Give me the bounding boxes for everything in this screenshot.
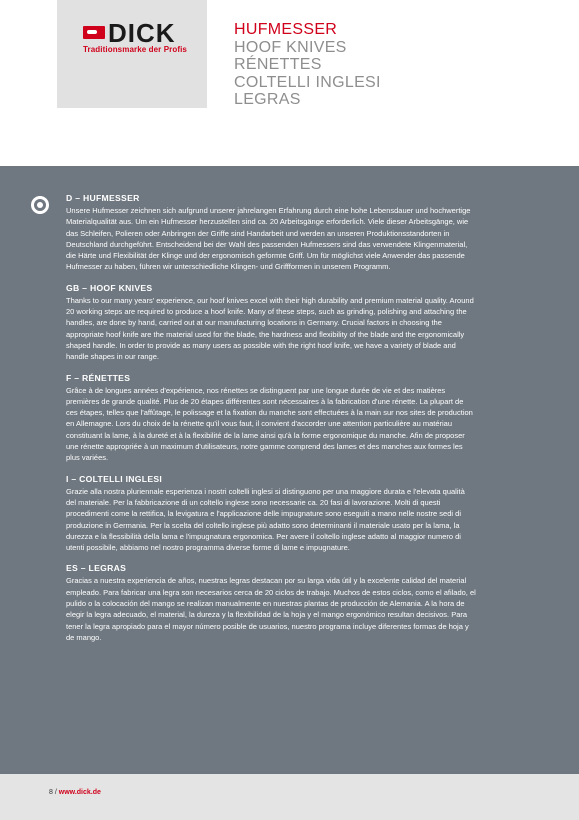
section-de: [66, 193, 476, 273]
page-titles: [234, 21, 381, 109]
section-body: Gracias a nuestra experiencia de años, nuestras legras destacan por su larga vida útil y la excelente calidad del material empleado. Para fabricar una legra son necesarios cerca de 20 ciclos de trabajo. Muchos de estos ciclos, como el afilado, el pulido o la colocación del mango se realizan manualmente en nuestras plantas de producción de Alemania. A la hora de elegir la legra adecuado, el material, la dureza y la flexibilidad de la hoja y el mango ergonómico resultan decisivos. Para tener la legra apropiado para el mayor número posible de usuarios, nuestro programa incluye diferentes formas de hoja y de mango.: [66, 576, 476, 642]
section-body: Grazie alla nostra pluriennale esperienza i nostri coltelli inglesi si distinguono per una maggiore durata e l'elevata qualità del materiale. Per la fabbricazione di un coltello inglese sono necessarie ca. 20 fasi di lavorazione. Molti di questi procedimenti come la rettifica, la levigatura e l'applicazione delle impugnature sono eseguiti a mano nelle nostre sedi di produzione in Germania. Per la scelta del coltello inglese più adatto sono determinanti il materiale usato per la lama, la durezza e la flessibilità della lama e l'impugnatura ergonomica. Per avere il coltello inglese adatto al maggior numero di utenti possibile, abbiamo nel nostro programma diverse forme di lame e impugnature.: [66, 486, 465, 553]
title-sub-it: COLTELLI INGLESI: [234, 73, 381, 91]
target-icon: [31, 196, 49, 214]
page-number: 8 /: [49, 789, 57, 796]
section-body: Unsere Hufmesser zeichnen sich aufgrund unserer jahrelangen Erfahrung durch eine hohe Lebensdauer und hochwertige Materialqualität aus. Um ein Hufmesser herzustellen sind ca. 20 Arbeitsgänge erforderlich. Viele dieser Arbeitsgänge, wie das Schleifen, Polieren oder Anbringen der Griffe sind Handarbeit und werden an unseren Produktionsstandorten in Deutschland durchgeführt. Entscheidend bei der Wahl des passenden Hufmessers sind das verwendete Klingenmaterial, die Härte und Flexibilität der Klinge und der ergonomisch geformte Griff. Um für möglichst viele Anwender das passende Hufmesser zu haben, führen wir unterschiedliche Klingen- und Griffformen in unserem Programm.: [66, 206, 471, 272]
title-main: HUFMESSER: [234, 21, 338, 38]
page-footer: [0, 774, 579, 820]
title-sub-fr: RÉNETTES: [234, 56, 322, 73]
section-body: Grâce à de longues années d'expérience, nos rénettes se distinguent par une longue durée de vie et des matières premières de grande qualité. Plus de 20 étapes différentes sont nécessaires à la fabrication d'une rénette. La plupart de ces étapes, telles que l'affûtage, le polissage et la fixation du manche sont effectuées à la main sur nos sites de production en Allemagne. Lors du choix de la rénette qu'il vous faut, il convient d'accorder une attention particulière au matériau constituant la lame, à la dureté et à la flexibilité de la lame ainsi qu'à la forme ergonomique du manche. Afin de proposer une rénette appropriée à un maximum d'utilisateurs, notre gamme comprend des lames et des manches aux formes les plus variées.: [66, 385, 473, 463]
section-heading: F – RÉNETTES: [66, 372, 131, 383]
logo-brand: DICK: [108, 18, 176, 48]
section-es: [66, 563, 476, 643]
title-sub-en: HOOF KNIVES: [234, 38, 347, 56]
section-it: [66, 474, 476, 554]
logo: [57, 0, 207, 108]
title-sub-es: LEGRAS: [234, 91, 301, 108]
section-heading: I – COLTELLI INGLESI: [66, 473, 163, 484]
flag-icon: [83, 26, 105, 39]
section-body: Thanks to our many years' experience, our hoof knives excel with their high durability and premium material quality. Around 20 working steps are required to produce a hoof knife. Many of these steps, such as grinding, polishing and attaching the handles, are done by hand, carried out at our manufacturing locations in Germany. Crucial factors in choosing the appropriate hoof knife are the material used for the blade, the hardness and flexibility of the blade and the ergonomically shaped handle. In order to provide as many users as possible with the right hoof knife, we have a variety of blade and handle shapes in our range.: [66, 295, 474, 362]
text-content: [66, 193, 476, 653]
section-heading: GB – HOOF KNIVES: [66, 282, 153, 293]
section-heading: ES – LEGRAS: [66, 563, 127, 574]
section-heading: D – HUFMESSER: [66, 193, 140, 203]
logo-tagline: Traditionsmarke der Profis: [83, 45, 187, 54]
section-gb: [66, 283, 476, 363]
footer-url-link[interactable]: www.dick.de: [58, 789, 101, 796]
section-fr: [66, 373, 476, 464]
